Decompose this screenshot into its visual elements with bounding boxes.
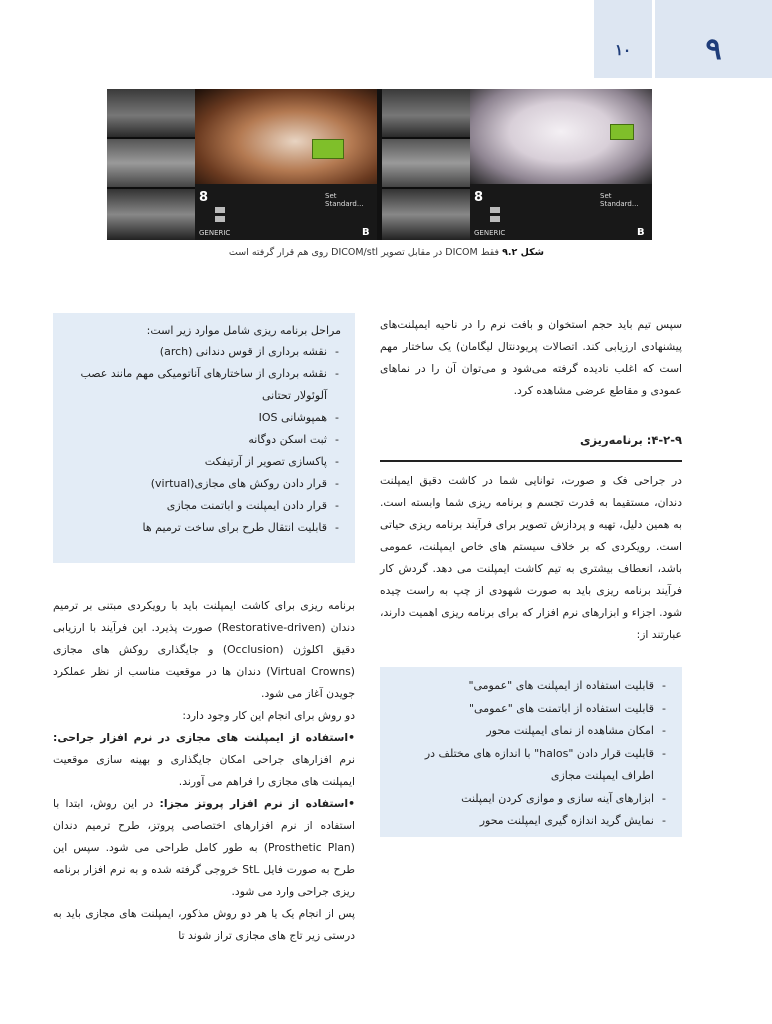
planning-steps-box <box>53 313 355 563</box>
implant-guide-shape <box>312 139 344 159</box>
software-brand-label: GENERIC <box>199 229 231 237</box>
figure-caption-text: فقط DICOM در مقابل تصویر DICOM/stl روی هم قرار گرفته است <box>228 247 503 258</box>
software-brand-label: GENERIC <box>474 229 506 237</box>
slice-number: 8 <box>474 190 484 205</box>
figure-panel-dicom-stl <box>382 89 652 240</box>
software-logo: B <box>637 227 645 238</box>
restorative-text <box>53 595 355 947</box>
list-item: - ثبت اسکن دوگانه <box>67 429 339 451</box>
intro-paragraph: سپس تیم باید حجم استخوان و بافت نرم را در ناحیه ایمپلنت‌های پیشنهادی ارزیابی کند. اتصالات پریودنتال لیگامان) یک ساختار مهم است که اغلب نادیده گرفته می‌شود و می‌توان آن را در نماهای عمودی و مقاطع عرضی مشاهده کرد. <box>380 318 682 397</box>
software-menu-label: Set Standard... <box>325 192 364 208</box>
list-item: - پاکسازی تصویر از آرتیفکت <box>67 451 339 473</box>
section-divider <box>380 460 682 462</box>
list-item: - همپوشانی IOS <box>67 407 339 429</box>
tool-button <box>490 216 500 222</box>
tool-button <box>490 207 500 213</box>
methods-intro: دو روش برای انجام این کار وجود دارد: <box>182 709 355 722</box>
ct-coronal-view <box>107 139 195 187</box>
restorative-paragraph: برنامه ریزی برای کاشت ایمپلنت باید با رویکردی مبتنی بر ترمیم دندان (Restorative-driven) صورت پذیرد. این فرآیند با ارزیابی دقیق اکلوژن (Occlusion) و جایگذاری روکش های مجازی (Virtual Crowns) دندان ها در موقعیت مناسب از نظر عملکرد جویدن آغاز می شود. <box>53 599 356 700</box>
ct-sagittal-view <box>382 189 470 240</box>
ct-axial-view <box>107 89 195 137</box>
method-1-text: نرم افزارهای جراحی امکان جایگذاری و بهینه سازی موقعیت ایمپلنت های مجازی را فراهم می آورند. <box>53 753 355 788</box>
planning-paragraph: در جراحی فک و صورت، توانایی شما در کاشت دقیق ایمپلنت دندان، مستقیما به قدرت تجسم و برنامه ریزی شما وابسته است. به همین دلیل، تهیه و پردازش تصویر برای فرآیند برنامه ریزی حیاتی است. رویکردی که بر خلاف سیستم های خاص ایمپلنت، عمومی باشد، انعطاف بیشتری به تیم کاشت ایمپلنت می دهد. گردش کار فرآیند برنامه ریزی باید به صورت شهودی از چپ به راست چیده شود. اجزاء و ابزارهای نرم افزار که برای برنامه ریزی اهمیت دارند، عبارتند از: <box>380 474 682 641</box>
bullet-icon: • <box>348 731 355 744</box>
figure-panel-dicom <box>107 89 377 240</box>
next-page-tab: ۱۰ <box>594 0 652 78</box>
bone-3d-render <box>195 89 377 184</box>
section-heading: ۴-۲-۹: برنامه‌ریزی <box>579 433 682 447</box>
page-number-tab: ۹ <box>655 0 772 78</box>
ct-sagittal-view <box>107 189 195 240</box>
list-item: - نمایش گرید اندازه گیری ایمپلنت محور <box>394 810 666 833</box>
list-item: - نقشه برداری از ساختارهای آناتومیکی مهم مانند عصب آلوئولار تحتانی <box>67 363 339 407</box>
tool-button <box>215 207 225 213</box>
planning-steps-title: مراحل برنامه ریزی شامل موارد زیر است: <box>146 324 341 337</box>
list-item: - قابلیت انتقال طرح برای ساخت ترمیم ها <box>67 517 339 539</box>
tool-button <box>215 216 225 222</box>
list-item: - قرار دادن ایمپلنت و اباتمنت مجازی <box>67 495 339 517</box>
method-2 <box>53 793 355 903</box>
list-item: - قرار دادن روکش های مجازی(virtual) <box>67 473 339 495</box>
figure-image <box>107 89 652 240</box>
software-features-box <box>380 667 682 837</box>
list-item: - قابلیت قرار دادن "halos" با اندازه های مختلف در اطراف ایمپلنت مجازی <box>394 743 666 788</box>
figure-caption <box>144 247 544 258</box>
list-item: - قابلیت استفاده از ایمپلنت های "عمومی" <box>394 675 666 698</box>
planning-steps-list <box>67 341 339 539</box>
software-menu-label: Set Standard... <box>600 192 639 208</box>
software-features-list <box>394 675 666 833</box>
method-1 <box>53 727 355 793</box>
figure-caption-label: شکل ۹.۲ <box>502 247 544 258</box>
method-1-title: استفاده از ایمپلنت های مجازی در نرم افزار جراحی: <box>53 731 349 744</box>
method-2-text: در این روش، ابتدا با استفاده از نرم افزارهای اختصاصی پروتز، طرح ترمیم دندان (Prosthetic Plan) به طور کامل طراحی می شود. سپس این طرح به صورت فایل StL خروجی گرفته شده و به نرم افزار برنامه ریزی جراحی وارد می شود. <box>53 797 355 898</box>
list-item: - قابلیت استفاده از اباتمنت های "عمومی" <box>394 698 666 721</box>
closing-paragraph: پس از انجام یک یا هر دو روش مذکور، ایمپلنت های مجازی باید به درستی زیر تاج های مجازی تراز شوند تا <box>53 907 355 942</box>
bullet-icon: • <box>348 797 355 810</box>
ct-axial-view <box>382 89 470 137</box>
implant-guide-shape <box>610 124 634 140</box>
ct-coronal-view <box>382 139 470 187</box>
software-logo: B <box>362 227 370 238</box>
list-item: - امکان مشاهده از نمای ایمپلنت محور <box>394 720 666 743</box>
method-2-title: استفاده از نرم افزار پروتز مجزا: <box>159 797 349 810</box>
slice-number: 8 <box>199 190 209 205</box>
list-item: - ابزارهای آینه سازی و موازی کردن ایمپلنت <box>394 788 666 811</box>
list-item: - نقشه برداری از قوس دندانی (arch) <box>67 341 339 363</box>
